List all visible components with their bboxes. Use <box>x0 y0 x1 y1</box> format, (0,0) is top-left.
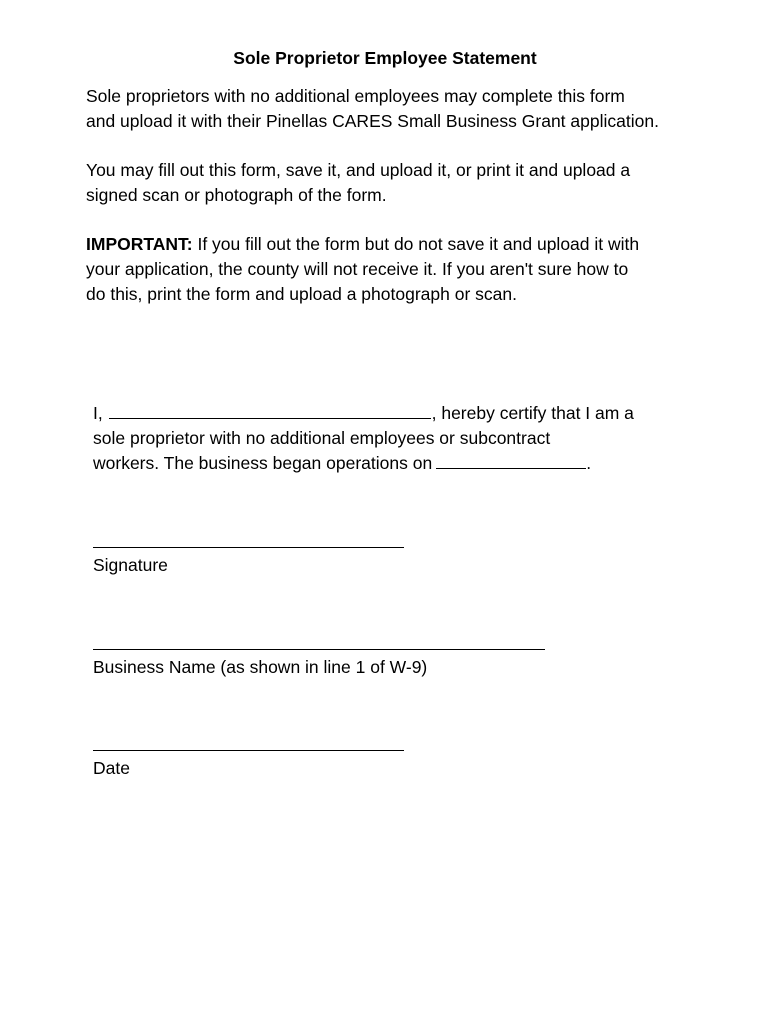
important-label: IMPORTANT: <box>86 234 193 254</box>
intro-paragraph <box>86 84 736 134</box>
business-name-field[interactable] <box>93 649 545 650</box>
business-name-block <box>93 649 545 679</box>
date-field[interactable] <box>93 750 404 751</box>
certification-line-3 <box>93 451 733 476</box>
certification-before-date: workers. The business began operations on <box>93 453 433 473</box>
certification-line-2: sole proprietor with no additional employees or subcontract <box>93 428 551 448</box>
certification-prefix: I, <box>93 403 103 423</box>
instructions-line-1: You may fill out this form, save it, and upload it, or print it and upload a <box>86 160 631 180</box>
instructions-paragraph <box>86 158 736 208</box>
intro-line-2: and upload it with their Pinellas CARES Small Business Grant application. <box>86 111 659 131</box>
important-line-1-text: If you fill out the form but do not save it and upload it with <box>192 234 640 254</box>
owner-name-field[interactable] <box>109 402 431 419</box>
important-line-2: your application, the county will not receive it. If you aren't sure how to <box>86 259 629 279</box>
intro-line-1: Sole proprietors with no additional employees may complete this form <box>86 86 625 106</box>
business-name-label: Business Name (as shown in line 1 of W-9) <box>93 657 428 677</box>
certification-line-1 <box>93 401 733 426</box>
important-line-1 <box>86 232 736 257</box>
important-line-3: do this, print the form and upload a photograph or scan. <box>86 284 517 304</box>
date-label: Date <box>93 758 130 778</box>
signature-label: Signature <box>93 555 168 575</box>
certification-statement <box>93 401 733 476</box>
operations-start-date-field[interactable] <box>436 452 586 469</box>
signature-block <box>93 547 404 577</box>
instructions-line-2: signed scan or photograph of the form. <box>86 185 387 205</box>
important-paragraph <box>86 232 736 307</box>
signature-field[interactable] <box>93 547 404 548</box>
certification-after-name: , hereby certify that I am a <box>431 403 634 423</box>
certification-end: . <box>586 453 592 473</box>
document-title: Sole Proprietor Employee Statement <box>233 48 537 68</box>
date-block <box>93 750 404 780</box>
